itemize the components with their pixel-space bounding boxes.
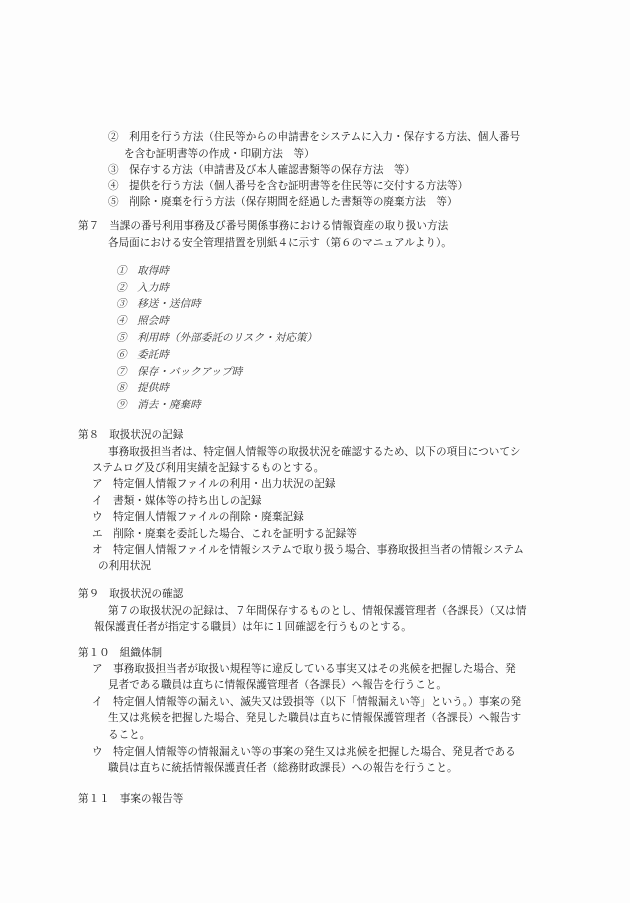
- record-item-e: エ 削除・廃棄を委託した場合、これを証明する記録等: [92, 528, 357, 540]
- section-9-body-cont: 報保護責任者が指定する職員）は年に１回確認を行うものとする。: [94, 621, 412, 633]
- record-item-i: イ 書類・媒体等の持ち出しの記録: [92, 495, 262, 507]
- section-8-title: 取扱状況の記録: [109, 429, 184, 441]
- org-item-u-cont: 職員は直ちに統括情報保護責任者（総務財政課長）への報告を行うこと。: [108, 762, 458, 774]
- section-7-body: 各局面における安全管理措置を別紙４に示す（第６のマニュアルより）。: [108, 237, 452, 249]
- section-11-heading: [78, 791, 183, 807]
- section-7-number: 第７: [78, 220, 100, 232]
- section-8-heading: [78, 427, 183, 443]
- method-item-5: ⑤ 削除・廃棄を行う方法（保存期間を経過した書類等の廃棄方法 等）: [108, 196, 458, 208]
- org-item-i-cont2: ること。: [108, 729, 151, 741]
- section-8-number: 第８: [78, 429, 100, 441]
- phase-item: ⑥ 委託時: [116, 349, 169, 361]
- phase-item: ① 取得時: [116, 265, 169, 277]
- section-7-title: 当課の番号利用事務及び番号関係事務における情報資産の取り扱い方法: [109, 220, 449, 232]
- method-item-3: ③ 保存する方法（申請書及び本人確認書類等の保存方法 等）: [108, 164, 416, 176]
- section-11-number: 第１１: [78, 793, 110, 805]
- record-item-u: ウ 特定個人情報ファイルの削除・廃棄記録: [92, 511, 304, 523]
- phase-item: ⑦ 保存・バックアップ時: [116, 366, 243, 378]
- section-10-number: 第１０: [78, 647, 110, 659]
- section-10-title: 組織体制: [119, 647, 163, 659]
- section-9-number: 第９: [78, 588, 100, 600]
- section-11-title: 事案の報告等: [119, 793, 184, 805]
- method-item-2-cont: を含む証明書等の作成・印刷方法 等）: [124, 148, 315, 160]
- record-item-o-cont: の利用状況: [98, 560, 151, 572]
- org-item-a: ア 事務取扱担当者が取扱い規程等に違反している事実又はその兆候を把握した場合、発: [92, 663, 516, 675]
- phase-item: ⑤ 利用時（外部委託のリスク・対応策）: [116, 332, 318, 344]
- phase-item: ② 入力時: [116, 282, 169, 294]
- phase-item: ④ 照会時: [116, 315, 169, 327]
- record-item-o: オ 特定個人情報ファイルを情報システムで取り扱う場合、事務取扱担当者の情報システム: [92, 544, 525, 556]
- method-item-2: ② 利用を行う方法（住民等からの申請書をシステムに入力・保存する方法、個人番号: [108, 131, 521, 143]
- record-item-a: ア 特定個人情報ファイルの利用・出力状況の記録: [92, 478, 336, 490]
- org-item-a-cont: 見者である職員は直ちに情報保護管理者（各課長）へ報告を行うこと。: [108, 679, 447, 691]
- org-item-i-cont: 生又は兆候を把握した場合、発見した職員は直ちに情報保護管理者（各課長）へ報告す: [108, 712, 522, 724]
- phase-item: ③ 移送・送信時: [116, 298, 201, 310]
- method-item-4: ④ 提供を行う方法（個人番号を含む証明書等を住民等に交付する方法等）: [108, 180, 469, 192]
- section-7-heading: [78, 218, 448, 234]
- section-9-title: 取扱状況の確認: [109, 588, 184, 600]
- phase-item: ⑨ 消去・廃棄時: [116, 399, 201, 411]
- org-item-i: イ 特定個人情報等の漏えい、滅失又は毀損等（以下「情報漏えい等」という。）事案の発: [92, 696, 522, 708]
- org-item-u: ウ 特定個人情報等の情報漏えい等の事案の発生又は兆候を把握した場合、発見者である: [92, 746, 516, 758]
- section-8-body-cont: ステムログ及び利用実績を記録するものとする。: [92, 462, 325, 474]
- section-9-heading: [78, 586, 183, 602]
- section-10-heading: [78, 645, 162, 661]
- section-8-body: 事務取扱担当者は、特定個人情報等の取扱状況を確認するため、以下の項目についてシ: [108, 446, 521, 458]
- section-9-body: 第７の取扱状況の記録は、７年間保存するものとし、情報保護管理者（各課長）（又は情: [108, 605, 527, 617]
- phase-item: ⑧ 提供時: [116, 382, 169, 394]
